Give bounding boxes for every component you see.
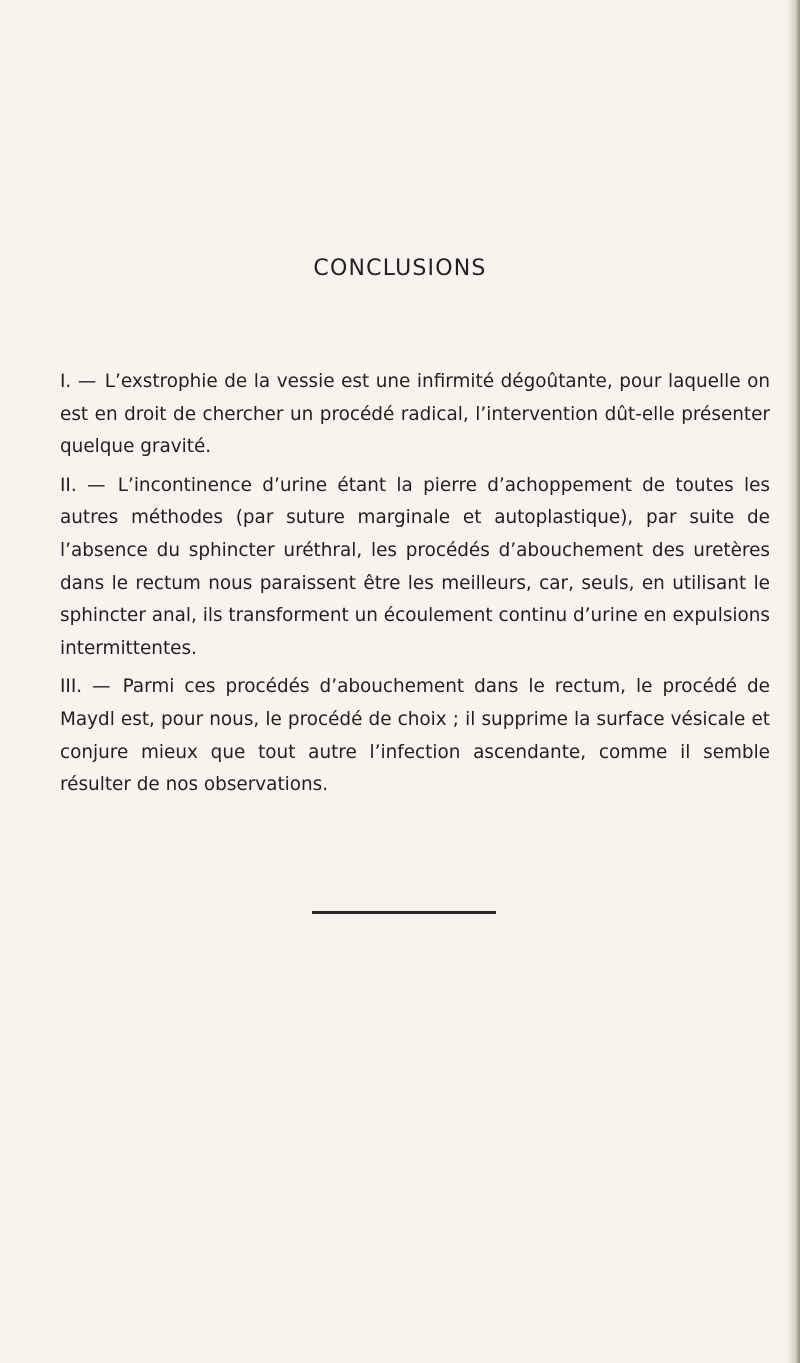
conclusion-paragraph-2 (60, 470, 770, 666)
paragraph-number: I. — (60, 371, 97, 392)
paragraph-number: III. — (60, 676, 111, 698)
conclusion-paragraph-3 (60, 671, 770, 801)
page-edge-shadow (788, 0, 800, 1363)
paragraph-text: L’exstrophie de la vessie est une infirmité dégoûtante, pour laquelle on est en droit de chercher un procédé radical, l’intervention dût-elle présenter quelque gravité. (60, 371, 770, 458)
page-title: CONCLUSIONS (313, 256, 487, 281)
paragraph-number: II. — (60, 474, 106, 496)
conclusion-paragraph-1 (60, 366, 770, 464)
end-divider (312, 911, 496, 914)
paragraph-text: Parmi ces procédés d’abouchement dans le rectum, le procédé de Maydl est, pour nous, le procédé de choix ; il supprime la surface vésicale et conjure mieux que tout autre l’infection ascendante, comme il semble résulter de nos observations. (60, 676, 770, 796)
paragraph-text: L’incontinence d’urine étant la pierre d’achoppement de toutes les autres méthodes (par suture marginale et autoplastique), par suite de l’absence du sphincter uréthral, les procédés d’abouchement des uretères dans le rectum nous paraissent être les meilleurs, car, seuls, en utilisant le sphincter anal, ils transforment un écoulement continu d’urine en expulsions intermittentes. (60, 474, 770, 659)
conclusions-body (60, 366, 770, 808)
